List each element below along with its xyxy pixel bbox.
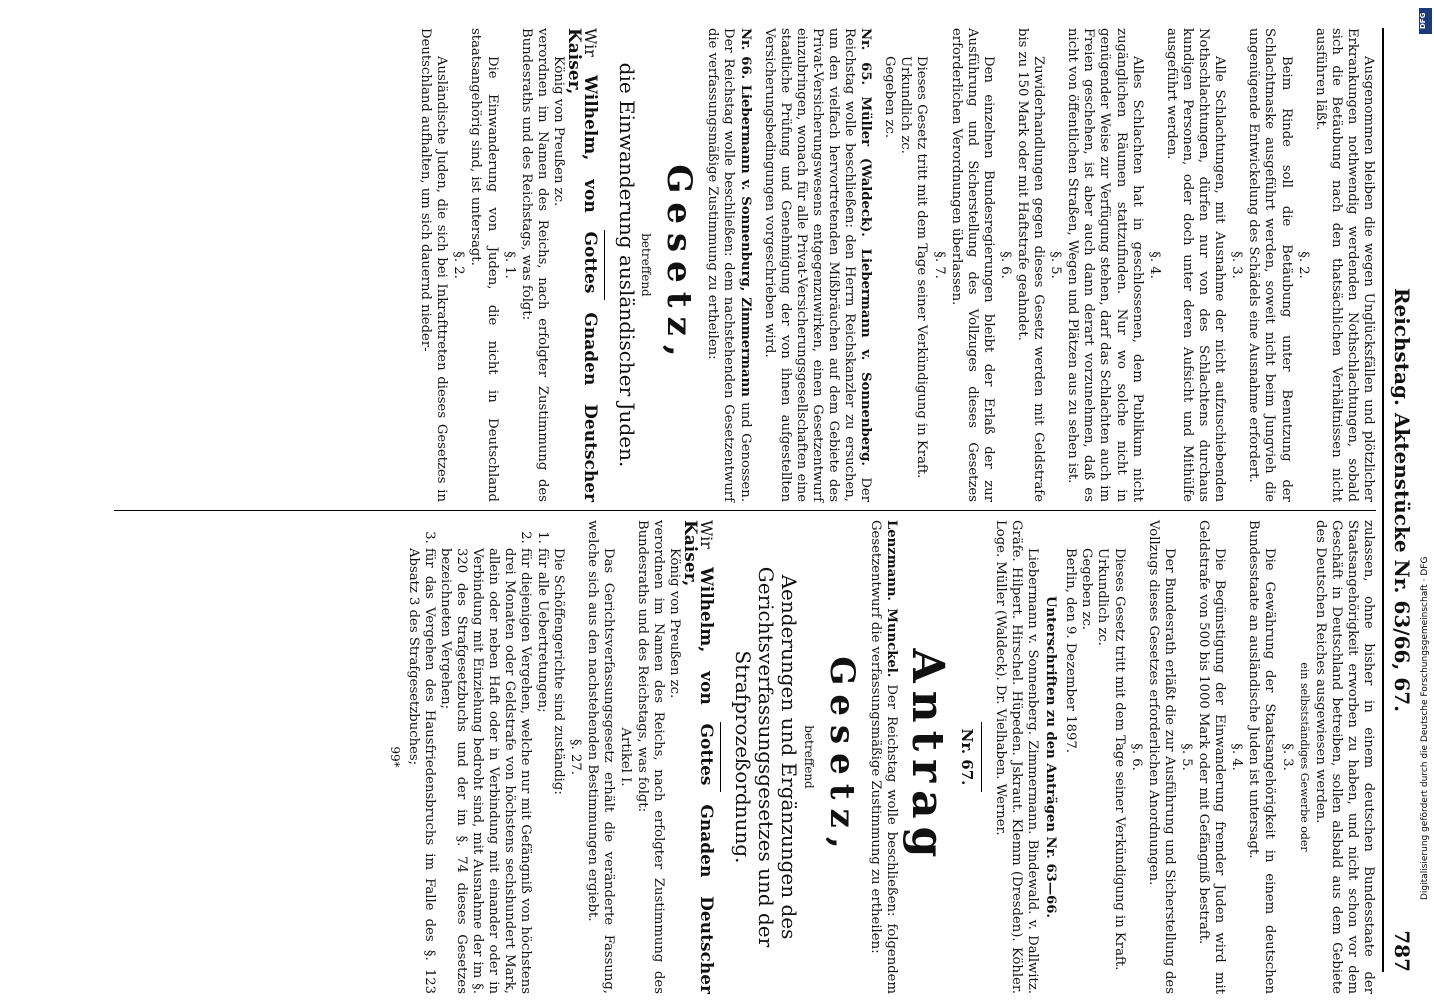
law-subheading: betreffend (801, 725, 816, 789)
motion-66 (704, 28, 752, 502)
signatures: Liebermann v. Sonnenberg. Zimmermann. Bindewald. v. Dallwitz. Gräfe. Hilpert. Hirschel. Hüpeden. Jskraut. Klemm (Dresden). Köhler. Loge. Müller (Waldeck). Dr. Vielhaben. Werner. (992, 520, 1041, 994)
closing-formula: Urkundlich zc. (1095, 548, 1111, 646)
section-heading: §. 2. (1295, 251, 1311, 279)
right-column (387, 520, 1376, 994)
paragraph: zulassen, ohne bisher in einem deutschen Bundesstaate der Staatsangehörigkeit erworben zu haben, und nicht schon vor dem Geschäft in Deutschland betreiben, sollen alsbald aus dem Gebiete des Deutschen Reiches ausgewiesen werden. (1312, 520, 1376, 994)
sheet-signature: 99* (387, 746, 402, 768)
paragraph: Die Gewährung der Staatsangehörigkeit in einem deutschen Bundesstaate an ausländische Juden ist untersagt. (1246, 520, 1278, 994)
law-heading: Gesetz, (821, 656, 862, 858)
paragraph: Der Bundesrath erläßt die zur Ausführung und Sicherstellung des Vollzugs dieses Gesetzes erforderlichen Anordnungen. (1145, 520, 1177, 994)
section-heading: §. 4. (1229, 743, 1245, 771)
running-head: Reichstag. Aktenstücke Nr. 63/66, 67. (1390, 287, 1414, 713)
section-heading: §. 5. (1178, 743, 1194, 771)
motion-65 (761, 28, 874, 502)
signatures-heading: Unterschriften zu den Anträgen Nr. 63—66. (1043, 596, 1059, 918)
motion-authors: Lenzmann. Munckel. (883, 520, 899, 678)
closing-formula: Gegeben zc. (882, 56, 898, 139)
motion-text: und Genossen. Der Reichstag wolle beschließen: dem nachstehenden Gesetzentwurf die verfassungsmäßige Zustimmung zu ertheilen: (705, 28, 753, 502)
law-heading: Gesetz, (659, 164, 700, 366)
separator (720, 722, 721, 792)
emperor-name: Wilhelm (580, 74, 601, 155)
paragraph: Zuwiderhandlungen gegen dieses Gesetz werden mit Geldstrafe bis zu 150 Mark oder mit Haftstrafe geahndet. (1015, 28, 1047, 502)
paragraph: Die Einwanderung von Juden, die nicht in Deutschland staatsangehörig sind, ist untersagt. (468, 28, 500, 502)
separator (604, 230, 605, 300)
enacting-formula (680, 520, 717, 994)
left-column (417, 28, 1376, 502)
document-page (94, 0, 1434, 1000)
paragraph: Alle Schlachtungen, mit Ausnahme der nicht aufzuschiebenden Nothschlachtungen, dürfen nur von des Schlachtens durchaus kundigen Personen, oder doch unter deren Aufsicht und Mithülfe ausgeführt werden. (1163, 28, 1228, 502)
paragraph: Das Gerichtsverfassungsgesetz erhält die veränderte Fassung, welche sich aus den nachstehenden Bestimmungen ergiebt. (584, 520, 616, 994)
section-heading: §. 6. (997, 251, 1013, 279)
section-heading: §. 27. (567, 739, 583, 775)
list-item: 3. für das Vergehen des Hausfriedensbruchs im Falle des §. 123 Absatz 3 des Strafgesetzbuches; (405, 548, 437, 994)
motion-authors: Müller (Waldeck). Liebermann v. Sonnenberg. (858, 96, 874, 466)
separator (981, 722, 982, 792)
formula-part: Wir (697, 520, 717, 567)
enacting-formula (564, 28, 601, 502)
section-heading: §. 2. (451, 251, 467, 279)
formula-part: Wir (581, 28, 601, 75)
motion-text: Der Reichstag wolle beschließen: folgendem Gesetzentwurf die verfassungsmäßige Zustimmung zu ertheilen: (867, 520, 899, 994)
emperor-name: Wilhelm (696, 566, 717, 647)
formula-part: , von Gottes Gnaden Deutscher Kaiser, (680, 520, 717, 994)
law-title: die Einwanderung ausländischer Juden. (615, 62, 640, 468)
formula-part: , von Gottes Gnaden Deutscher Kaiser, (564, 28, 601, 502)
dfg-logo: DFG (1419, 8, 1432, 34)
section-heading: §. 1. (501, 251, 517, 279)
paragraph: Den einzelnen Bundesregierungen bleibt der Erlaß der zur Ausführung und Sicherstellung des Vollzuges dieses Gesetzes erforderlichen Verordnungen überlassen. (948, 28, 996, 502)
section-heading: §. 4. (1146, 251, 1162, 279)
section-heading: §. 5. (1048, 251, 1064, 279)
date-line: Berlin, den 9. Dezember 1897. (1063, 548, 1079, 753)
marginal-insert: ein selbstständiges Gewerbe oder (1297, 662, 1311, 852)
paragraph: verordnen im Namen des Reichs, nach erfolgter Zustimmung des Bundesraths und des Reichstags, was folgt: (635, 520, 667, 994)
page-number: 787 (1390, 930, 1414, 972)
jurisdiction-list (405, 520, 550, 994)
royal-title: König von Preußen zc. (667, 548, 683, 699)
article-heading: Artikel I. (618, 727, 633, 787)
royal-title: König von Preußen zc. (550, 56, 566, 207)
header-rule (1382, 28, 1384, 972)
section-heading: §. 3. (1229, 251, 1245, 279)
digitization-credit: Digitalisierung gefördert durch die Deutsche Forschungsgemeinschaft · DFG (1420, 556, 1430, 900)
column-divider (114, 510, 1376, 511)
section-heading: §. 6. (1128, 743, 1144, 771)
list-item: 1. für alle Uebertretungen; (533, 548, 549, 994)
paragraph: Die Schöffengerichte sind zuständig: (550, 548, 566, 795)
paragraph: Alles Schlachten hat in geschlossenen, dem Publikum nicht zugänglichen Räumen stattzufinden. Nur wo solche nicht in genügender Weise zur Verfügung stehen, darf das Schlachten auch im Freien geschehen, ist aber auch dann derart vorzunehmen, daß es nicht von öffentlichen Straßen, Wegen und Plätzen aus zu sehen ist. (1065, 28, 1145, 502)
law-subheading: betreffend (639, 233, 654, 297)
paragraph: Ausländische Juden, die sich bei Inkrafttreten dieses Gesetzes in Deutschland aufhalten, um sich dauernd nieder- (418, 28, 450, 502)
paragraph: verordnen im Namen des Reichs, nach erfolgter Zustimmung des Bundesraths und des Reichstags, was folgt: (518, 28, 550, 502)
motion-number: Nr. 66. (737, 28, 753, 80)
closing-formula: Gegeben zc. (1079, 548, 1095, 631)
list-item: 2. für diejenigen Vergehen, welche nur mit Gefängniß von höchstens drei Monaten oder Geldstrafe von höchstens sechshundert Mark, allein oder neben Haft oder in Verbindung mit einander oder in Verbindung mit Einziehung bedroht sind, mit Ausnahme der im §. 320 des Strafgesetzbuchs und der im §. 74 dieses Gesetzes bezeichneten Vergehen; (437, 548, 534, 994)
motion-number: Nr. 67. (957, 728, 976, 786)
paragraph: Dieses Gesetz tritt mit dem Tage seiner Verkündigung in Kraft. (914, 56, 930, 479)
paragraph: Die Begünstigung der Einwanderung fremder Juden wird mit Geldstrafe von 500 bis 1000 Mark oder mit Gefängniß bestraft. (1196, 520, 1228, 994)
page-header (1384, 28, 1418, 972)
closing-formula: Urkundlich zc. (898, 56, 914, 154)
motion-authors: Liebermann v. Sonnenburg, Zimmermann (737, 84, 753, 397)
paragraph: Ausgenommen bleiben die wegen Unglücksfällen und plötzlicher Erkrankungen nothwendig werdenden Nothschlachtungen, sobald sich die Betäubung nach den thatsächlichen Verhältnissen nicht ausführen läßt. (1312, 28, 1376, 502)
section-heading: §. 3. (1279, 743, 1295, 771)
section-heading: §. 7. (931, 251, 947, 279)
paragraph: Dieses Gesetz tritt mit dem Tage seiner Verkündigung in Kraft. (1111, 548, 1127, 971)
motion-number: Nr. 65. (858, 28, 874, 86)
motion-heading: Antrag (901, 648, 953, 866)
paragraph: Beim Rinde soll die Betäubung unter Benutzung der Schlachtmaske ausgeführt werden, soweit nicht beim Jungvieh die ungenügende Entwickelung des Schädels eine Ausnahme erfordert. (1246, 28, 1294, 502)
motion-67 (867, 520, 899, 994)
motion-text: Der Reichstag wolle beschließen: den Herrn Reichskanzler zu ersuchen, um den vielfach hervortretenden Mißbräuchen auf dem Gebiete des Privat-Versicherungswesens entgegenzuwirken, einen Gesetzentwurf einzubringen, wonach für alle Privat-Versicherungsgesellschaften eine staatliche Prüfung und Genehmigung der von ihnen aufgestellten Versicherungsbedingungen vorgeschrieben wird. (761, 28, 874, 502)
law-title: Aenderungen und Ergänzungen des Gerichtsverfassungsgesetzes und der Strafprozeßordnung. (731, 566, 802, 948)
